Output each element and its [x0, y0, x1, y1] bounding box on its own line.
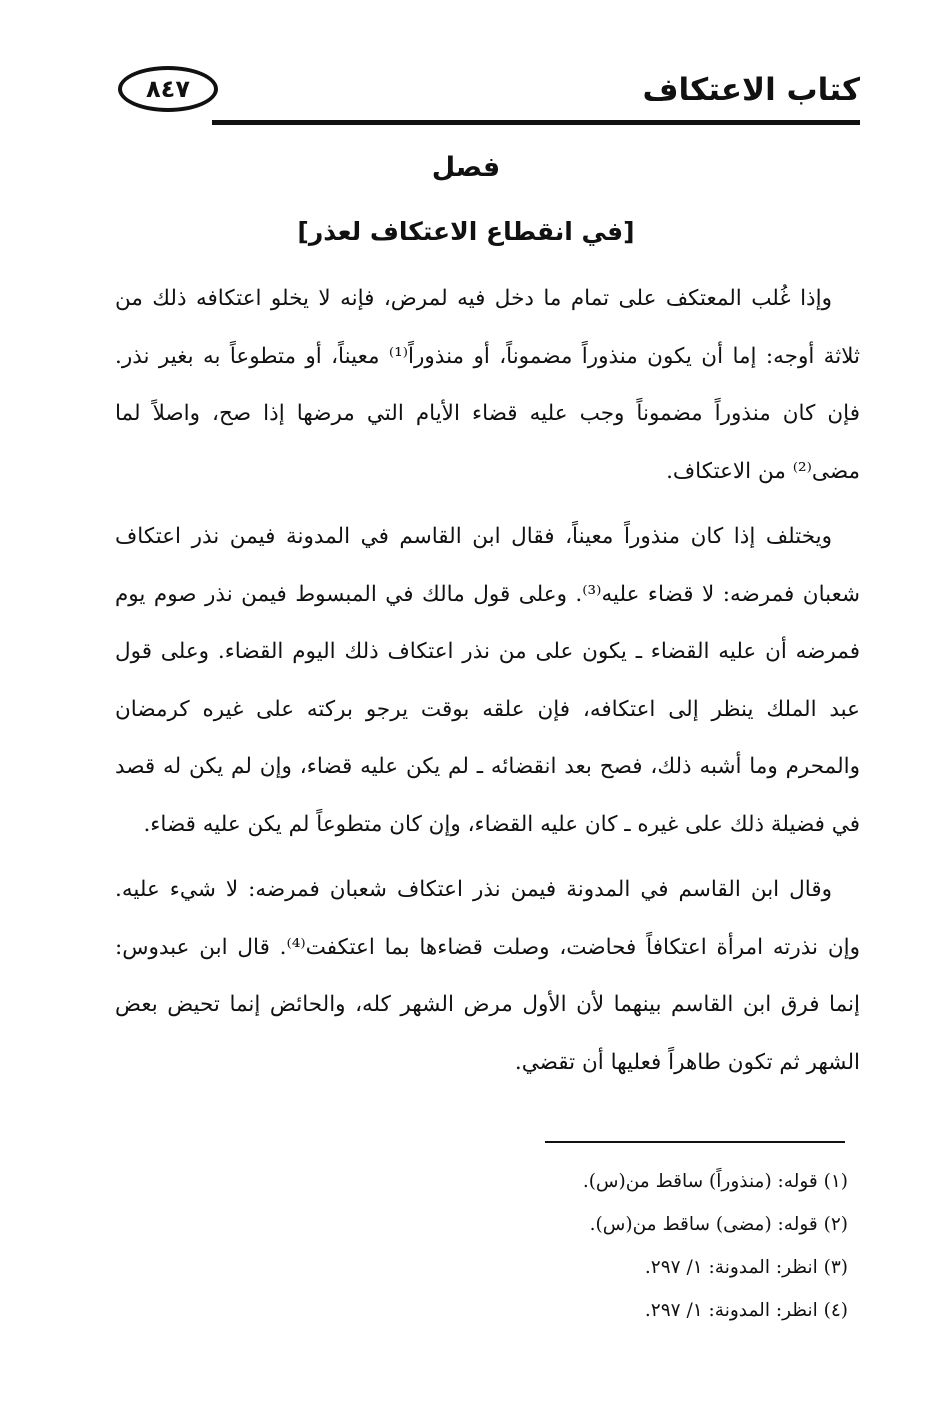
book-title: كتاب الاعتكاف — [642, 72, 860, 108]
header-rule — [212, 120, 860, 125]
footnote: (٢) قوله: (مضى) ساقط من(س). — [589, 1214, 848, 1235]
section-subtitle: [في انقطاع الاعتكاف لعذر] — [297, 217, 635, 246]
footnote: (٣) انظر: المدونة: ١/ ٢٩٧. — [644, 1257, 848, 1278]
footnote: (٤) انظر: المدونة: ١/ ٢٩٧. — [644, 1300, 848, 1321]
paragraph: ويختلف إذا كان منذوراً معيناً، فقال ابن القاسم في المدونة فيمن نذر اعتكاف شعبان فمرضه: لا قضاء عليه⁽³⁾. وعلى قول مالك في المبسوط فيمن نذر صوم يوم فمرضه أن عليه القضاء ـ يكون على من نذر اعتكاف ذلك اليوم القضاء. وعلى قول عبد الملك ينظر إلى اعتكافه، فإن علقه بوقت يرجو بركته على غيره كرمضان والمحرم وما أشبه ذلك، فصح بعد انقضائه ـ لم يكن عليه قضاء، وإن لم يكن له قصد في فضيلة ذلك على غيره ـ كان عليه القضاء، وإن كان متطوعاً لم يكن عليه قضاء. — [115, 524, 860, 837]
footnotes — [440, 1160, 848, 1332]
page-number: ٨٤٧ — [118, 66, 218, 112]
page-header — [100, 48, 860, 128]
footnote: (١) قوله: (منذوراً) ساقط من(س). — [582, 1171, 848, 1192]
paragraph: وقال ابن القاسم في المدونة فيمن نذر اعتكاف شعبان فمرضه: لا شيء عليه. وإن نذرته امرأة اعتكافاً فحاضت، وصلت قضاءها بما اعتكفت⁽⁴⁾. قال ابن عبدوس: إنما فرق ابن القاسم بينهما لأن الأول مرض الشهر كله، والحائض إنما تحيض بعض الشهر ثم تكون طاهراً فعليها أن تقضي. — [115, 877, 860, 1075]
paragraph: وإذا غُلب المعتكف على تمام ما دخل فيه لمرض، فإنه لا يخلو اعتكافه ذلك من ثلاثة أوجه: إما أن يكون منذوراً مضموناً، أو منذوراً⁽¹⁾ معيناً، أو متطوعاً به بغير نذر. فإن كان منذوراً مضموناً وجب عليه قضاء الأيام التي مرضها إذا صح، واصلاً لما مضى⁽²⁾ من الاعتكاف. — [115, 286, 861, 484]
footnote-divider — [545, 1141, 845, 1143]
main-text — [115, 270, 860, 1099]
section-title: فصل — [431, 152, 501, 183]
